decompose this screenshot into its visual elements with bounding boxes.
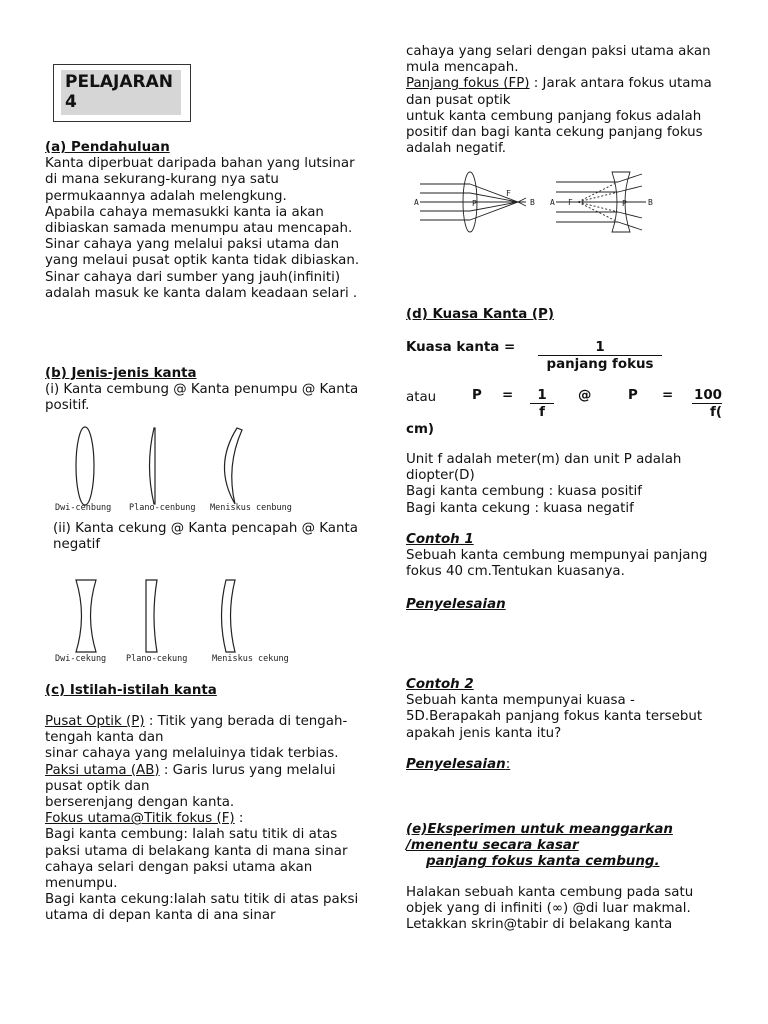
section-e [406, 822, 724, 871]
formula-at: @ [578, 388, 592, 403]
unit-note: Unit f adalah meter(m) dan unit P adalah diopter(D) [406, 452, 682, 484]
diagram-label-a1: A [414, 198, 419, 207]
example-2-heading: Contoh 2 [406, 677, 474, 692]
panjang-fokus-sign: untuk kanta cembung panjang fokus adalah positif dan bagi kanta cekung panjang fokus adalah negatif. [406, 108, 703, 157]
section-e-heading-line2: panjang fokus kanta cembung. [426, 854, 660, 870]
term-pusat-optik [45, 714, 367, 746]
example-1 [406, 532, 724, 581]
solution-1-heading: Penyelesaian [406, 597, 506, 612]
section-e-text1: Halakan sebuah kanta cembung pada satu objek yang di infiniti (∞) @di luar makmal. [406, 885, 694, 917]
solution-2-heading-colon: : [505, 757, 511, 772]
section-b-concave [53, 521, 371, 553]
section-a [45, 140, 367, 302]
kuasa-formula [406, 340, 724, 374]
term-paksi-utama-def2: berserenjang dengan kanta. [45, 795, 235, 811]
biconcave-lens-shape [76, 580, 96, 652]
section-b-concave-text: (ii) Kanta cekung @ Kanta pencapah @ Kanta negatif [53, 521, 358, 553]
kuasa-formula-alt [406, 388, 724, 436]
example-2 [406, 677, 724, 742]
formula-1-over-f-den: f [539, 405, 545, 420]
section-a-para2: Apabila cahaya memasukki kanta ia akan dibiaskan samada menumpu atau mencapah. [45, 204, 353, 237]
focal-length-diagram [406, 168, 666, 240]
term-fokus-utama-label: Fokus utama@Titik fokus (F) [45, 811, 235, 827]
section-c-heading: (c) Istilah-istilah kanta [45, 683, 217, 698]
term-paksi-utama-def: : Garis lurus yang melalui pusat optik dan [45, 762, 336, 794]
term-fokus-utama [45, 811, 367, 827]
lesson-title [61, 70, 181, 115]
concave-meniscus-lens-shape [222, 580, 236, 652]
diagram-label-f2: F [568, 198, 573, 207]
example-2-text: Sebuah kanta mempunyai kuasa - 5D.Berapakah panjang fokus kanta tersebut apakah jenis kanta itu? [406, 693, 703, 741]
term-fokus-cekung: Bagi kanta cekung:Ialah satu titik di atas paksi utama di depan kanta di ana sinar [45, 892, 359, 924]
diagram-label-p2: P [622, 199, 627, 208]
convex-power-note: Bagi kanta cembung : kuasa positif [406, 484, 642, 500]
concave-label-1: Dwi-cekung [55, 654, 107, 664]
example-1-text: Sebuah kanta cembung mempunyai panjang fokus 40 cm.Tentukan kuasanya. [406, 548, 708, 580]
solution-2-heading [406, 757, 724, 773]
formula-100-over-f-den: f( [710, 405, 722, 420]
diagram-label-b2: B [648, 198, 653, 207]
section-a-para3: Sinar cahaya yang melalui paksi utama dan yang melaui pusat optik kanta tidak dibiaskan. [45, 237, 360, 269]
section-a-para1: Kanta diperbuat daripada bahan yang lutsinar di mana sekurang-kurang nya satu permukaannya adalah melengkung. [45, 156, 355, 204]
solution-1 [406, 597, 724, 613]
section-e-text [406, 885, 724, 934]
term-pusat-optik-def2: sinar cahaya yang melaluinya tidak terbias. [45, 746, 339, 762]
kuasa-notes [406, 452, 724, 517]
section-a-para4: Sinar cahaya dari sumber yang jauh(infiniti) adalah masuk ke kanta dalam keadaan selari . [45, 269, 358, 301]
formula-p1: P [472, 388, 482, 403]
section-b-convex-text: (i) Kanta cembung @ Kanta penumpu @ Kanta positif. [45, 382, 359, 414]
section-d-heading: (d) Kuasa Kanta (P) [406, 307, 554, 322]
kuasa-formula-label: Kuasa kanta = [406, 340, 516, 355]
formula-cm: cm) [406, 422, 435, 437]
convex-label-3: Meniskus cenbung [210, 503, 292, 513]
section-e-text2: Letakkan skrin@tabir di belakang kanta [406, 917, 673, 933]
lesson-title-line2: 4 [65, 92, 77, 112]
section-b [45, 366, 367, 415]
right-intro [406, 44, 724, 157]
concave-label-3: Meniskus cekung [212, 654, 289, 664]
lesson-title-box [53, 64, 191, 122]
kuasa-formula-denominator: panjang fokus [546, 357, 654, 372]
biconvex-lens-shape [76, 427, 94, 505]
concave-power-note: Bagi kanta cekung : kuasa negatif [406, 500, 634, 516]
convex-label-1: Dwi-cenbung [55, 503, 112, 513]
kuasa-formula-numerator: 1 [538, 340, 662, 356]
formula-eq2: = [662, 388, 674, 403]
section-d-heading-wrap [406, 307, 724, 323]
fokus-cekung-continued: cahaya yang selari dengan paksi utama akan mula mencapah. [406, 44, 711, 76]
convex-meniscus-lens-shape [224, 428, 242, 504]
term-panjang-fokus-def: : Jarak antara fokus utama dan pusat optik [406, 76, 712, 108]
example-1-heading: Contoh 1 [406, 532, 474, 547]
formula-1-over-f-num: 1 [530, 388, 554, 404]
convex-label-2: Plano-cenbung [129, 503, 196, 513]
term-pusat-optik-def: : Titik yang berada di tengah-tengah kanta dan [45, 714, 348, 746]
diagram-label-p1: P [472, 199, 477, 208]
convex-lens-diagram [45, 422, 367, 514]
atau-label: atau [406, 390, 437, 405]
section-e-heading-line1: (e)Eksperimen untuk meanggarkan /menentu secara kasar [406, 822, 673, 854]
term-paksi-utama-label: Paksi utama (AB) [45, 762, 160, 778]
plano-concave-lens-shape [146, 580, 157, 652]
term-panjang-fokus-label: Panjang fokus (FP) [406, 76, 530, 92]
term-fokus-utama-colon: : [234, 811, 244, 827]
term-fokus-cembung: Bagi kanta cembung: Ialah satu titik di atas paksi utama di belakang kanta di mana sinar cahaya selari dengan paksi utama akan menumpu. [45, 827, 348, 892]
diagram-label-f1: F [506, 189, 511, 198]
solution-2 [406, 757, 724, 773]
term-paksi-utama [45, 763, 367, 795]
concave-label-2: Plano-cekung [126, 654, 188, 664]
diagram-label-b1: B [530, 198, 535, 207]
formula-100-over-f-num: 100 [692, 388, 722, 404]
plano-convex-lens-shape [150, 428, 156, 504]
section-c-terms [45, 714, 367, 925]
section-b-heading: (b) Jenis-jenis kanta [45, 366, 197, 381]
formula-p2: P [628, 388, 638, 403]
diagram-label-a2: A [550, 198, 555, 207]
concave-lens-diagram [45, 576, 367, 666]
lesson-title-line1: PELAJARAN [65, 72, 174, 92]
formula-eq1: = [502, 388, 514, 403]
term-pusat-optik-label: Pusat Optik (P) [45, 714, 145, 729]
term-panjang-fokus [406, 76, 724, 108]
section-a-heading: (a) Pendahuluan [45, 140, 170, 155]
section-c [45, 683, 367, 699]
solution-2-heading-label: Penyelesaian [406, 757, 506, 772]
